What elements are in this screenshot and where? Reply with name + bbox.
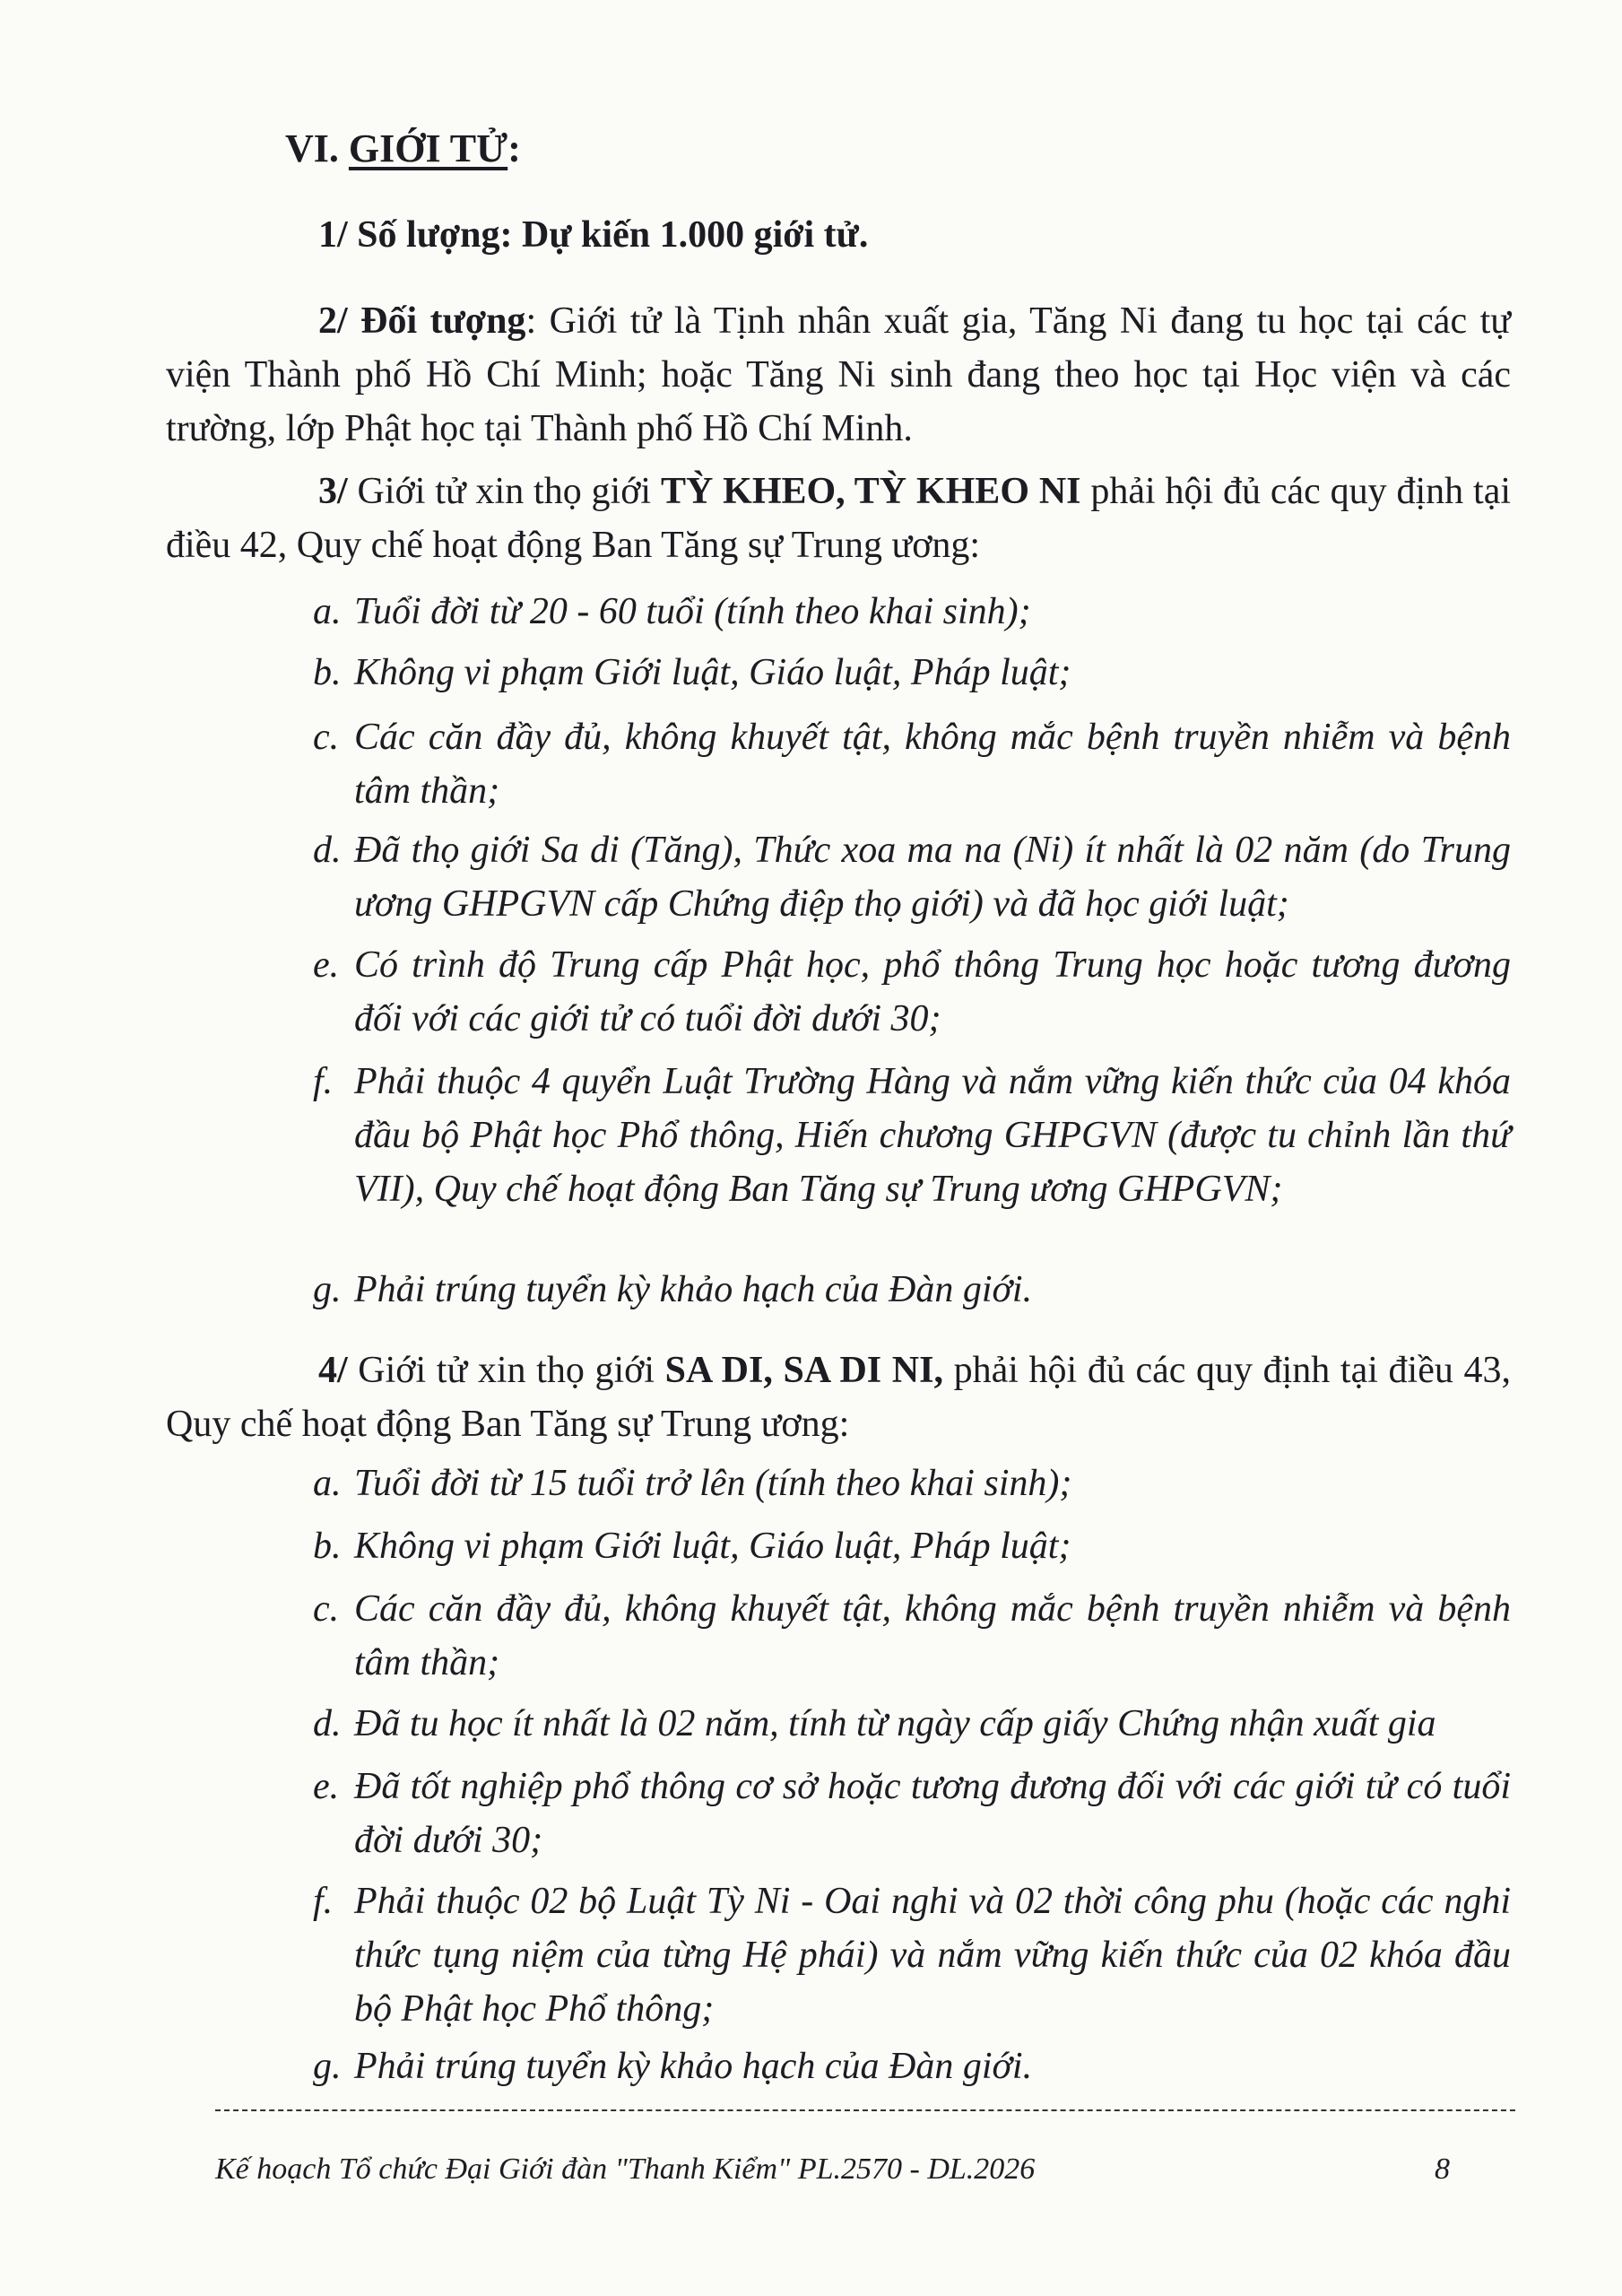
bhikkhu-item-a — [313, 585, 1511, 639]
section-heading — [285, 126, 521, 171]
bhikkhu-item-e — [313, 938, 1511, 1046]
target-text: : Giới tử là Tịnh nhân xuất gia, Tăng Ni đang tu học tại các tự viện Thành phố Hồ Chí Minh; hoặc Tăng Ni sinh đang theo học tại Học viện và các trường, lớp Phật học tại Thành phố Hồ Chí Minh. — [166, 300, 1511, 449]
samanera-item-f — [313, 1874, 1511, 2036]
item-letter: f. — [313, 1061, 334, 1102]
item-letter: b. — [313, 1526, 342, 1567]
item-text: Phải trúng tuyển kỳ khảo hạch của Đàn giới. — [354, 1269, 1033, 1310]
bhikkhu-requirements-paragraph — [166, 465, 1511, 572]
section-number: VI. — [285, 126, 339, 170]
item-text: Đã tu học ít nhất là 02 năm, tính từ ngày cấp giấy Chứng nhận xuất gia — [354, 1703, 1436, 1744]
item-letter: a. — [313, 1463, 342, 1504]
item-text: Các căn đầy đủ, không khuyết tật, không mắc bệnh truyền nhiễm và bệnh tâm thần; — [354, 717, 1511, 812]
item-text: Tuổi đời từ 15 tuổi trở lên (tính theo khai sinh); — [354, 1463, 1072, 1504]
footer-title: Kế hoạch Tổ chức Đại Giới đàn "Thanh Kiểm" PL.2570 - DL.2026 — [215, 2152, 1036, 2186]
quantity-label: 1/ Số lượng — [318, 214, 500, 256]
bhikkhu-item-g — [313, 1263, 1511, 1317]
item-letter: c. — [313, 1588, 340, 1630]
target-paragraph — [166, 294, 1511, 456]
item-letter: e. — [313, 1766, 340, 1807]
bhikkhu-item-c — [313, 710, 1511, 818]
samanera-text-a: Giới tử xin thọ giới — [347, 1350, 665, 1391]
item-text: Có trình độ Trung cấp Phật học, phổ thông Trung học hoặc tương đương đối với các giới tử có tuổi đời dưới 30; — [354, 944, 1511, 1039]
samanera-label: 4/ — [318, 1350, 348, 1391]
item-letter: g. — [313, 1269, 342, 1310]
item-text: Tuổi đời từ 20 - 60 tuổi (tính theo khai sinh); — [354, 591, 1031, 632]
item-text: Phải thuộc 02 bộ Luật Tỳ Ni - Oai nghi và 02 thời công phu (hoặc các nghi thức tụng niệm của từng Hệ phái) và nắm vững kiến thức của 02 khóa đầu bộ Phật học Phổ thông; — [354, 1881, 1511, 2030]
samanera-item-d — [313, 1697, 1511, 1751]
item-text: Phải thuộc 4 quyển Luật Trường Hàng và nắm vững kiến thức của 04 khóa đầu bộ Phật học Phổ thông, Hiến chương GHPGVN (được tu chỉnh lần thứ VII), Quy chế hoạt động Ban Tăng sự Trung ương GHPGVN; — [354, 1061, 1511, 1210]
samanera-item-e — [313, 1760, 1511, 1867]
item-text: Không vi phạm Giới luật, Giáo luật, Pháp luật; — [354, 652, 1071, 693]
bhikkhu-item-f — [313, 1055, 1511, 1216]
quantity-text: Dự kiến 1.000 giới tử. — [522, 214, 869, 256]
quantity-paragraph — [318, 208, 1622, 262]
item-text: Không vi phạm Giới luật, Giáo luật, Pháp luật; — [354, 1526, 1071, 1567]
item-letter: d. — [313, 830, 342, 871]
samanera-item-a — [313, 1457, 1511, 1510]
target-label: 2/ Đối tượng — [318, 300, 526, 342]
bhikkhu-label: 3/ — [318, 471, 348, 512]
samanera-emphasis: SA DI, SA DI NI, — [664, 1350, 943, 1391]
footer-divider — [215, 2109, 1515, 2111]
quantity-colon: : — [499, 214, 523, 256]
bhikkhu-item-d — [313, 823, 1511, 931]
item-letter: f. — [313, 1881, 334, 1922]
section-title: GIỚI TỬ — [348, 126, 508, 170]
item-letter: c. — [313, 717, 340, 758]
item-letter: b. — [313, 652, 342, 693]
item-text: Phải trúng tuyển kỳ khảo hạch của Đàn giới. — [354, 2046, 1033, 2087]
item-letter: e. — [313, 944, 340, 986]
samanera-item-b — [313, 1519, 1511, 1573]
item-letter: g. — [313, 2046, 342, 2087]
section-colon: : — [507, 126, 521, 170]
samanera-text-b: phải hội đủ các quy định tại điều 43, Quy chế hoạt động Ban Tăng sự Trung ương: — [166, 1350, 1511, 1445]
item-letter: d. — [313, 1703, 342, 1744]
bhikkhu-emphasis: TỲ KHEO, TỲ KHEO NI — [660, 471, 1081, 512]
samanera-item-g — [313, 2039, 1511, 2093]
samanera-requirements-paragraph — [166, 1344, 1511, 1451]
page-number: 8 — [1435, 2152, 1450, 2186]
bhikkhu-text-a: Giới tử xin thọ giới — [347, 471, 661, 512]
item-letter: a. — [313, 591, 342, 632]
item-text: Đã tốt nghiệp phổ thông cơ sở hoặc tương đương đối với các giới tử có tuổi đời dưới 30; — [354, 1766, 1511, 1861]
item-text: Đã thọ giới Sa di (Tăng), Thức xoa ma na (Ni) ít nhất là 02 năm (do Trung ương GHPGVN cấp Chứng điệp thọ giới) và đã học giới luật; — [354, 830, 1511, 925]
bhikkhu-item-b — [313, 646, 1511, 700]
samanera-item-c — [313, 1582, 1511, 1690]
item-text: Các căn đầy đủ, không khuyết tật, không mắc bệnh truyền nhiễm và bệnh tâm thần; — [354, 1588, 1511, 1683]
bhikkhu-text-b: phải hội đủ các quy định tại điều 42, Quy chế hoạt động Ban Tăng sự Trung ương: — [166, 471, 1512, 566]
